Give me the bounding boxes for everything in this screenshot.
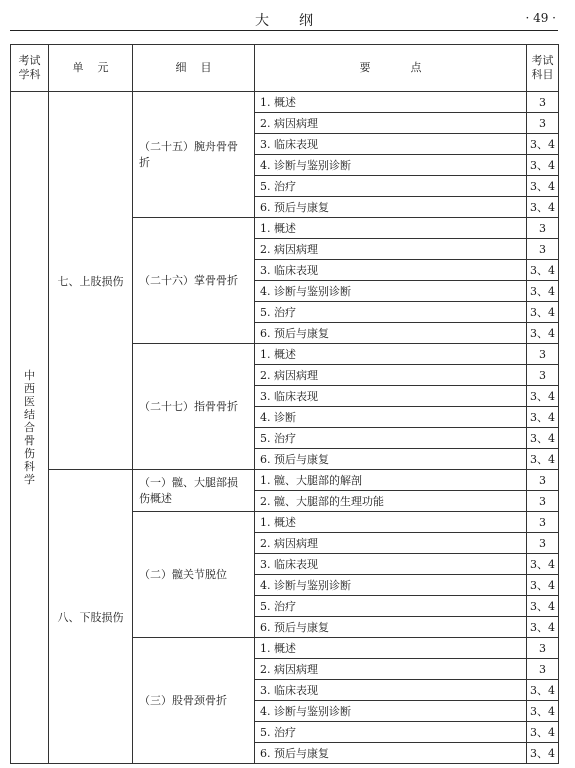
point-cell: 6. 预后与康复 bbox=[255, 617, 527, 638]
exam-level-cell: 3、4 bbox=[527, 428, 559, 449]
exam-level-cell: 3 bbox=[527, 470, 559, 491]
point-cell: 3. 临床表现 bbox=[255, 134, 527, 155]
point-cell: 3. 临床表现 bbox=[255, 554, 527, 575]
point-cell: 5. 治疗 bbox=[255, 302, 527, 323]
point-cell: 2. 病因病理 bbox=[255, 659, 527, 680]
exam-level-cell: 3、4 bbox=[527, 176, 559, 197]
point-cell: 1. 概述 bbox=[255, 92, 527, 113]
exam-level-cell: 3 bbox=[527, 344, 559, 365]
point-cell: 4. 诊断与鉴别诊断 bbox=[255, 575, 527, 596]
point-cell: 1. 概述 bbox=[255, 638, 527, 659]
exam-level-cell: 3 bbox=[527, 92, 559, 113]
exam-level-cell: 3、4 bbox=[527, 554, 559, 575]
item-cell: （二十五）腕舟骨骨折 bbox=[133, 92, 255, 218]
unit-cell: 八、下肢损伤 bbox=[49, 470, 133, 764]
exam-level-cell: 3、4 bbox=[527, 197, 559, 218]
exam-level-cell: 3、4 bbox=[527, 386, 559, 407]
exam-level-cell: 3、4 bbox=[527, 407, 559, 428]
exam-level-cell: 3、4 bbox=[527, 596, 559, 617]
page-header bbox=[10, 8, 558, 31]
page-title: 大纲 bbox=[255, 13, 343, 29]
exam-level-cell: 3、4 bbox=[527, 743, 559, 764]
syllabus-table bbox=[10, 44, 559, 764]
point-cell: 2. 病因病理 bbox=[255, 239, 527, 260]
exam-level-cell: 3、4 bbox=[527, 449, 559, 470]
item-cell: （二十六）掌骨骨折 bbox=[133, 218, 255, 344]
exam-level-cell: 3、4 bbox=[527, 260, 559, 281]
item-cell: （一）髋、大腿部损伤概述 bbox=[133, 470, 255, 512]
point-cell: 1. 髋、大腿部的解剖 bbox=[255, 470, 527, 491]
exam-level-cell: 3、4 bbox=[527, 281, 559, 302]
subject-cell bbox=[11, 92, 49, 764]
exam-level-cell: 3、4 bbox=[527, 575, 559, 596]
exam-level-cell: 3 bbox=[527, 239, 559, 260]
column-header-point: 要点 bbox=[255, 45, 527, 92]
item-cell: （三）股骨颈骨折 bbox=[133, 638, 255, 764]
exam-level-cell: 3、4 bbox=[527, 134, 559, 155]
exam-level-cell: 3 bbox=[527, 365, 559, 386]
table-row bbox=[11, 92, 559, 113]
point-cell: 3. 临床表现 bbox=[255, 680, 527, 701]
exam-level-cell: 3、4 bbox=[527, 701, 559, 722]
point-cell: 2. 病因病理 bbox=[255, 365, 527, 386]
point-cell: 2. 病因病理 bbox=[255, 113, 527, 134]
point-cell: 1. 概述 bbox=[255, 512, 527, 533]
exam-level-cell: 3 bbox=[527, 512, 559, 533]
column-header-unit: 单元 bbox=[49, 45, 133, 92]
point-cell: 6. 预后与康复 bbox=[255, 743, 527, 764]
column-header-subject: 考试学科 bbox=[11, 45, 49, 92]
unit-cell: 七、上肢损伤 bbox=[49, 92, 133, 470]
point-cell: 4. 诊断 bbox=[255, 407, 527, 428]
point-cell: 6. 预后与康复 bbox=[255, 323, 527, 344]
point-cell: 3. 临床表现 bbox=[255, 260, 527, 281]
table-row bbox=[11, 470, 559, 491]
point-cell: 6. 预后与康复 bbox=[255, 197, 527, 218]
point-cell: 3. 临床表现 bbox=[255, 386, 527, 407]
table-header-row bbox=[11, 45, 559, 92]
table-body bbox=[11, 92, 559, 764]
exam-level-cell: 3、4 bbox=[527, 722, 559, 743]
exam-level-cell: 3 bbox=[527, 491, 559, 512]
exam-level-cell: 3、4 bbox=[527, 617, 559, 638]
point-cell: 1. 概述 bbox=[255, 218, 527, 239]
item-cell: （二十七）指骨骨折 bbox=[133, 344, 255, 470]
column-header-item: 细目 bbox=[133, 45, 255, 92]
point-cell: 4. 诊断与鉴别诊断 bbox=[255, 281, 527, 302]
point-cell: 5. 治疗 bbox=[255, 176, 527, 197]
exam-level-cell: 3 bbox=[527, 659, 559, 680]
column-header-exam-level: 考试科目 bbox=[527, 45, 559, 92]
exam-level-cell: 3 bbox=[527, 218, 559, 239]
subject-label: 中西医结合骨伤科学 bbox=[24, 369, 35, 486]
point-cell: 1. 概述 bbox=[255, 344, 527, 365]
exam-level-cell: 3 bbox=[527, 638, 559, 659]
page-number: · 49 · bbox=[525, 11, 556, 25]
point-cell: 4. 诊断与鉴别诊断 bbox=[255, 155, 527, 176]
point-cell: 2. 病因病理 bbox=[255, 533, 527, 554]
exam-level-cell: 3、4 bbox=[527, 323, 559, 344]
exam-level-cell: 3 bbox=[527, 533, 559, 554]
exam-level-cell: 3、4 bbox=[527, 302, 559, 323]
point-cell: 5. 治疗 bbox=[255, 722, 527, 743]
point-cell: 5. 治疗 bbox=[255, 428, 527, 449]
point-cell: 2. 髋、大腿部的生理功能 bbox=[255, 491, 527, 512]
exam-level-cell: 3、4 bbox=[527, 680, 559, 701]
exam-level-cell: 3 bbox=[527, 113, 559, 134]
exam-level-cell: 3、4 bbox=[527, 155, 559, 176]
point-cell: 4. 诊断与鉴别诊断 bbox=[255, 701, 527, 722]
point-cell: 6. 预后与康复 bbox=[255, 449, 527, 470]
point-cell: 5. 治疗 bbox=[255, 596, 527, 617]
item-cell: （二）髋关节脱位 bbox=[133, 512, 255, 638]
